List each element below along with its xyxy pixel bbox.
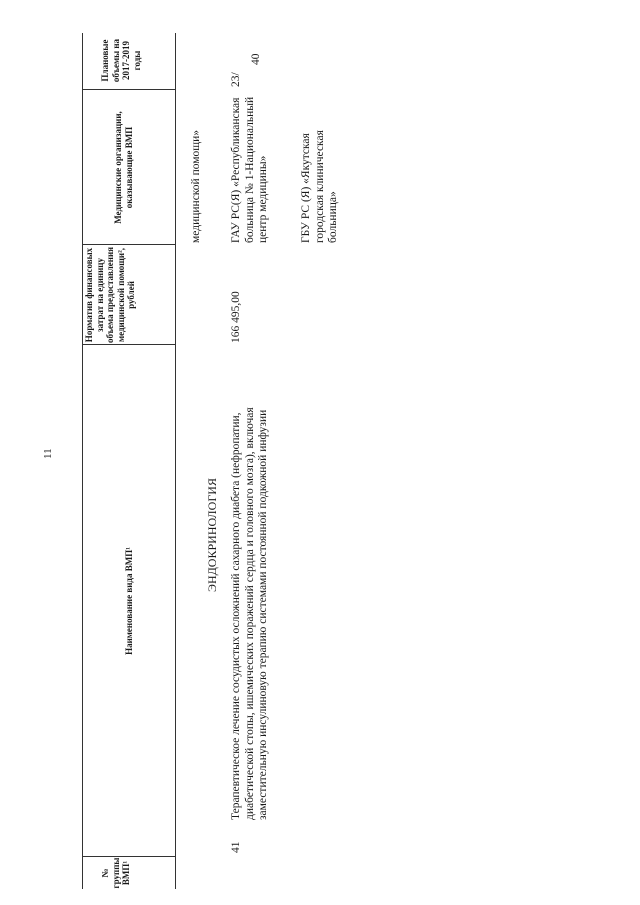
- header-organizations: Медицинские организации, оказывающие ВМП: [113, 111, 134, 224]
- header-bottom-border: [175, 33, 176, 889]
- header-group-no: № группы ВМП¹: [100, 857, 131, 889]
- row-cost: 166 495,00: [230, 291, 242, 343]
- header-cost: Норматив финансовых затрат на единицу объема предоставления медицинской помощи², рублей: [84, 246, 136, 343]
- row-name: Терапевтическое лечение сосудистых осложнений сахарного диабета (нефропатии, диабетической стопы, ишемических поражений сердца и головного мозга), включая заместительную инсулиновую терапию системами постоянной подкожной инфузии: [230, 407, 269, 820]
- row-group-no: 41: [230, 841, 242, 853]
- row-volume-1: 23/: [230, 72, 242, 87]
- row-org-1: ГАУ РС(Я) «Республиканская больница № 1-Национальный центр медицины»: [230, 96, 269, 243]
- header-name: Наименование вида ВМП¹: [124, 547, 134, 655]
- section-title: ЭНДОКРИНОЛОГИЯ: [205, 478, 219, 592]
- continuation-text: медицинской помощи»: [190, 129, 202, 243]
- row-org-2: ГБУ РС (Я) «Якутская городская клиническая больница»: [300, 130, 339, 243]
- table-top-border: [82, 33, 83, 889]
- page-number: 11: [42, 448, 54, 459]
- row-volume-2: 40: [250, 53, 262, 65]
- header-volume: Плановые объемы на 2017-2019 годы: [100, 38, 142, 83]
- column-divider-3: [82, 244, 175, 245]
- column-divider-4: [82, 89, 175, 90]
